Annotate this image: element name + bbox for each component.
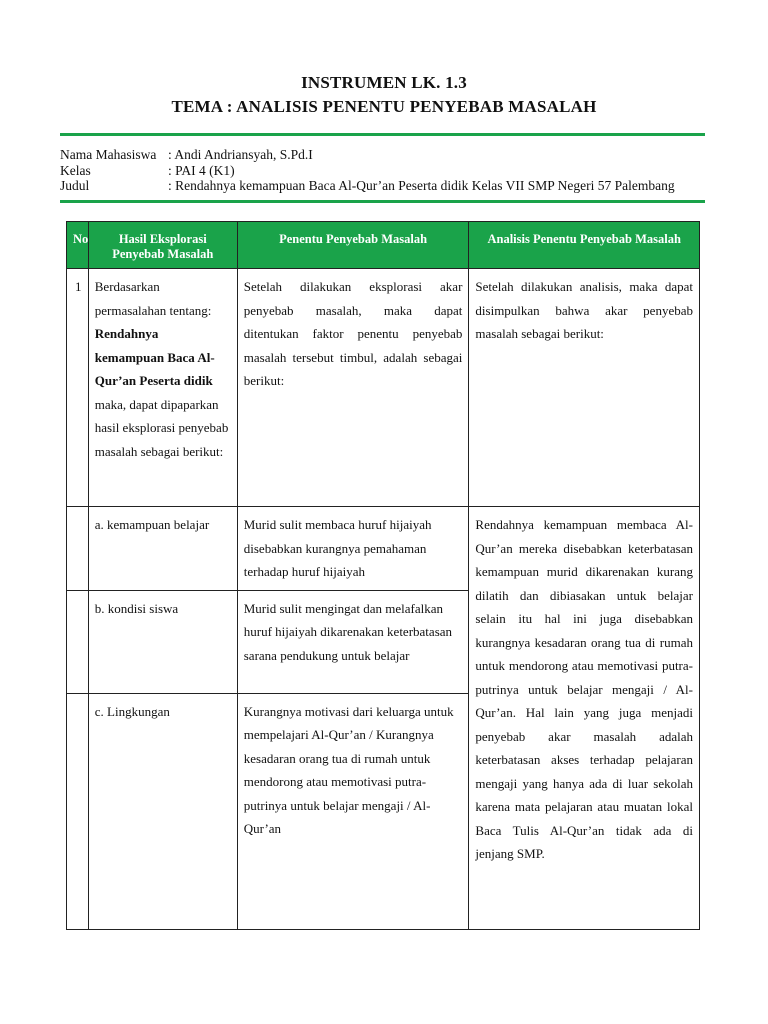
table-row	[67, 507, 700, 591]
info-row-kelas	[60, 163, 675, 179]
hasil-intro-cell	[88, 269, 237, 507]
document-title: INSTRUMEN LK. 1.3	[301, 73, 467, 92]
nama-label: Nama Mahasiswa	[60, 147, 157, 162]
info-row-nama	[60, 147, 675, 163]
judul-value: : Rendahnya kemampuan Baca Al-Qur’an Peserta didik Kelas VII SMP Negeri 57 Palembang	[168, 178, 675, 193]
info-row-judul	[60, 178, 675, 194]
bottom-divider	[60, 200, 705, 203]
hasil-intro-post: maka, dapat dipaparkan hasil eksplorasi penyebab masalah sebagai berikut:	[94, 396, 229, 459]
penentu-cell: Murid sulit membaca huruf hijaiyah disebabkan kurangnya pemahaman terhadap huruf hijaiyah	[237, 507, 469, 591]
penentu-cell: Kurangnya motivasi dari keluarga untuk mempelajari Al-Qur’an / Kurangnya kesadaran orang tua di rumah untuk mendorong atau memotivasi putra-putrinya untuk belajar mengaji / Al-Qur’an	[237, 693, 469, 929]
header-penentu: Penentu Penyebab Masalah	[237, 222, 469, 269]
hasil-cell: b. kondisi siswa	[88, 590, 237, 693]
hasil-cell: a. kemampuan belajar	[88, 507, 237, 591]
row-number-empty	[67, 507, 89, 591]
top-divider	[60, 133, 705, 136]
hasil-intro-bold: Rendahnya kemampuan Baca Al-Qur’an Peserta didik	[94, 326, 215, 388]
nama-value: : Andi Andriansyah, S.Pd.I	[168, 147, 313, 162]
row-number-empty	[67, 590, 89, 693]
penentu-cell: Murid sulit mengingat dan melafalkan huruf hijaiyah dikarenakan keterbatasan sarana pendukung untuk belajar	[237, 590, 469, 693]
analisis-intro-cell: Setelah dilakukan analisis, maka dapat disimpulkan bahwa akar penyebab masalah sebagai berikut:	[469, 269, 700, 507]
analysis-table	[66, 221, 700, 930]
row-number-empty	[67, 693, 89, 929]
hasil-intro-text: Berdasarkan permasalahan tentang:	[94, 279, 212, 318]
kelas-value: : PAI 4 (K1)	[168, 162, 235, 178]
judul-label: Judul	[60, 178, 90, 193]
header-analisis: Analisis Penentu Penyebab Masalah	[469, 222, 700, 269]
analisis-merged-cell: Rendahnya kemampuan membaca Al-Qur’an mereka disebabkan keterbatasan kemampuan murid dikarenakan kurang dilatih dan dibiasakan untuk belajar selain itu hal ini juga disebabkan kurangnya kesadaran orang tua di rumah untuk mendorong atau memotivasi putra-putrinya untuk belajar mengaji / Al-Qur’an. Hal lain yang juga menjadi penyebab akar masalah adalah keterbatasan akses terhadap pelajaran mengaji yang hanya ada di luar sekolah karena mata pelajaran atau muatan lokal Baca Tulis Al-Qur’an tidak ada di jenjang SMP.	[469, 507, 700, 930]
penentu-intro-cell: Setelah dilakukan eksplorasi akar penyebab masalah, maka dapat ditentukan faktor penentu penyebab masalah tersebut timbul, adalah sebagai berikut:	[237, 269, 469, 507]
student-info	[60, 147, 675, 194]
table-row	[67, 269, 700, 507]
header-no: No	[67, 222, 89, 269]
document-subtitle: TEMA : ANALISIS PENENTU PENYEBAB MASALAH	[171, 97, 597, 116]
hasil-cell: c. Lingkungan	[88, 693, 237, 929]
header-hasil: Hasil Eksplorasi Penyebab Masalah	[88, 222, 237, 269]
table-header-row	[67, 222, 700, 269]
kelas-label: Kelas	[60, 162, 91, 178]
row-number: 1	[67, 269, 89, 507]
